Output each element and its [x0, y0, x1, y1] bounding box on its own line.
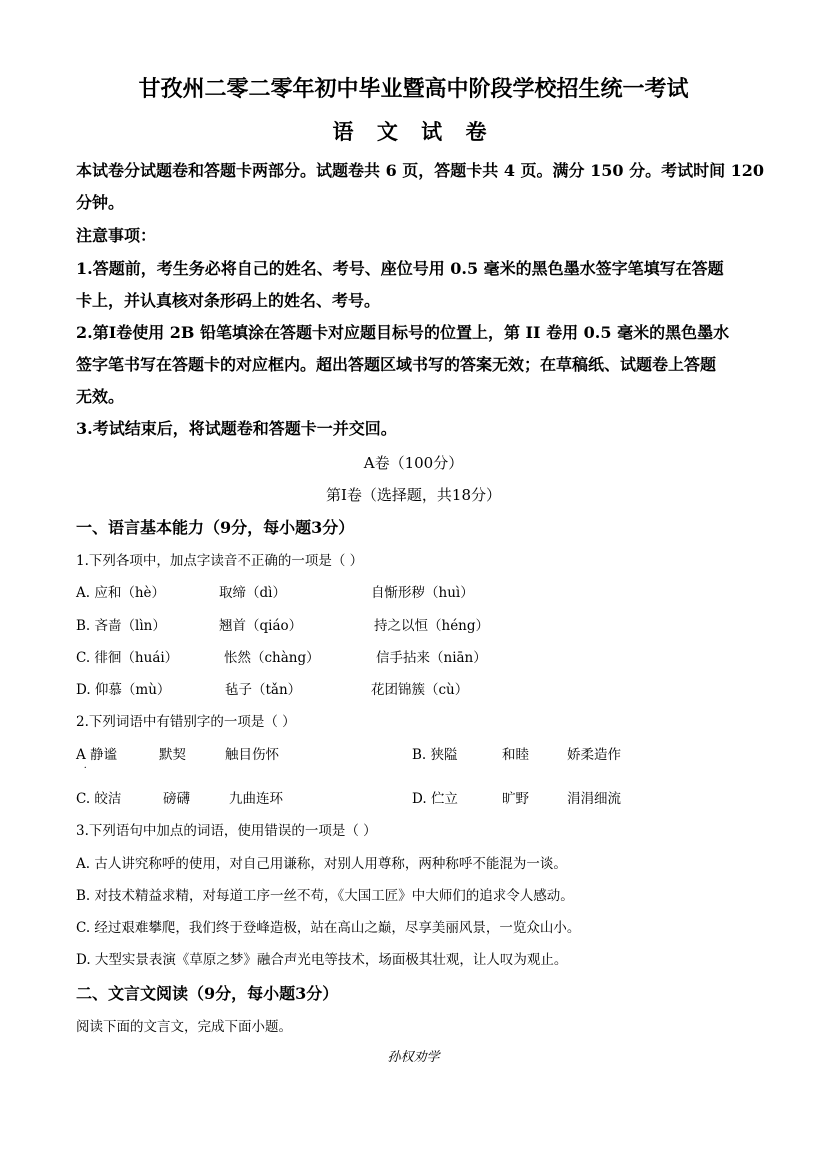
- passage-title: 孙权劝学: [387, 1050, 440, 1065]
- option-a-item-1: A. 应和（hè）: [76, 585, 166, 601]
- option-d-item-3: 花团锦簇（cù）: [371, 682, 469, 698]
- q2-option-a-word-3: 触目伤怀: [225, 747, 279, 763]
- q2-option-c-word-1: C. 皎洁: [76, 791, 122, 807]
- option-d-item-2: 毡子（tǎn）: [225, 682, 302, 698]
- note-2-line-1: 2.第Ⅰ卷使用 2B 铅笔填涂在答题卡对应题目标号的位置上，第 II 卷用 0.5 毫米的黑色墨水: [76, 323, 730, 342]
- q2-option-d-word-3: 涓涓细流: [567, 791, 621, 807]
- option-a-item-3: 自惭形秽（huì）: [371, 585, 474, 601]
- note-1-line-2: 卡上，并认真核对条形码上的姓名、考号。: [76, 291, 381, 310]
- q2-option-d-word-1: D. 伫立: [412, 791, 458, 807]
- q2-option-a-word-1: A 静谧: [76, 747, 118, 763]
- section-1-heading: 一、语言基本能力（9分，每小题3分）: [76, 518, 355, 537]
- exam-subtitle: 语 文 试 卷: [332, 119, 495, 144]
- note-3: 3.考试结束后，将试题卷和答题卡一并交回。: [76, 419, 397, 438]
- question-3-option-d: D. 大型实景表演《草原之梦》融合声光电等技术，场面极其壮观，让人叹为观止。: [76, 952, 568, 968]
- option-c-item-3: 信手拈来（niān）: [376, 650, 487, 666]
- option-a-item-2: 取缔（dì）: [219, 585, 286, 601]
- section-2-heading: 二、文言文阅读（9分，每小题3分）: [76, 984, 339, 1003]
- question-2-stem: 2.下列词语中有错别字的一项是（ ）: [76, 714, 296, 730]
- question-3-option-a: A. 古人讲究称呼的使用，对自己用谦称，对别人用尊称，两种称呼不能混为一谈。: [76, 856, 567, 872]
- note-2-line-2: 签字笔书写在答题卡的对应框内。超出答题区域书写的答案无效；在草稿纸、试题卷上答题: [76, 355, 717, 374]
- question-3-option-b: B. 对技术精益求精，对每道工序一丝不苟，《大国工匠》中大师们的追求令人感动。: [76, 888, 574, 904]
- part-1-heading: 第Ⅰ卷（选择题，共18分）: [325, 486, 501, 504]
- option-b-item-2: 翘首（qiáo）: [219, 618, 303, 634]
- option-b-item-1: B. 吝啬（lìn）: [76, 618, 166, 634]
- notes-heading: 注意事项：: [76, 226, 157, 245]
- note-1-line-1: 1.答题前，考生务必将自己的姓名、考号、座位号用 0.5 毫米的黑色墨水签字笔填写在答题: [76, 259, 724, 278]
- option-c-item-1: C. 徘徊（huái）: [76, 650, 179, 666]
- option-d-item-1: D. 仰慕（mù）: [76, 682, 171, 698]
- q2-option-b-word-1: B. 狭隘: [412, 747, 458, 763]
- volume-a-heading: A卷（100分）: [363, 454, 464, 472]
- q2-option-b-word-2: 和睦: [502, 747, 529, 763]
- option-b-item-3: 持之以恒（héng）: [374, 618, 490, 634]
- option-c-item-2: 怅然（chàng）: [224, 650, 320, 666]
- q2-option-c-word-3: 九曲连环: [229, 791, 283, 807]
- q2-option-b-word-3: 娇柔造作: [567, 747, 621, 763]
- exam-title: 甘孜州二零二零年初中毕业暨高中阶段学校招生统一考试: [138, 76, 689, 102]
- option-a-dot: .: [84, 760, 87, 771]
- q2-option-d-word-2: 旷野: [502, 791, 529, 807]
- section-2-instruction: 阅读下面的文言文，完成下面小题。: [76, 1019, 292, 1035]
- question-3-stem: 3.下列语句中加点的词语，使用错误的一项是（ ）: [76, 823, 377, 839]
- question-3-option-c: C. 经过艰难攀爬，我们终于登峰造极，站在高山之巅，尽享美丽风景，一览众山小。: [76, 920, 581, 936]
- q2-option-c-word-2: 磅礴: [163, 791, 190, 807]
- q2-option-a-word-2: 默契: [159, 747, 186, 763]
- question-1-stem: 1.下列各项中，加点字读音不正确的一项是（ ）: [76, 553, 364, 569]
- intro-line-2: 分钟。: [76, 193, 125, 212]
- intro-line-1: 本试卷分试题卷和答题卡两部分。试题卷共 6 页，答题卡共 4 页。满分 150 分。考试时间 120: [76, 161, 765, 180]
- note-2-line-3: 无效。: [76, 387, 125, 406]
